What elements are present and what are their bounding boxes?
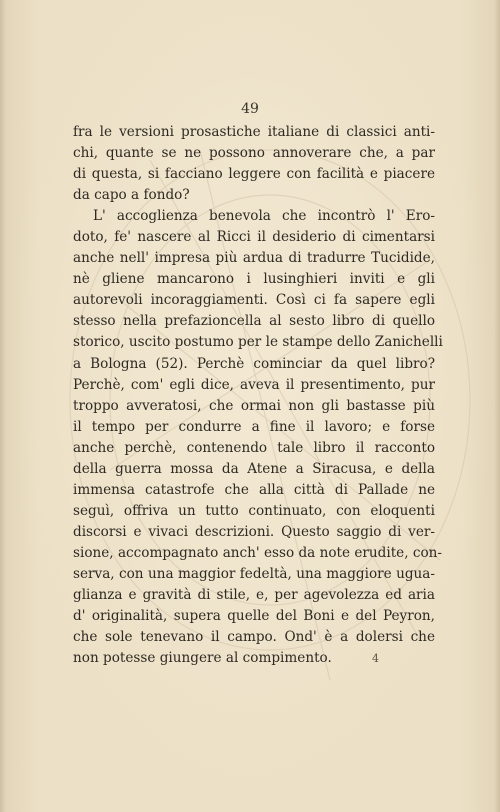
text-line: stesso nella prefazioncella al sesto libro di quello: [73, 313, 435, 330]
text-line: seguì, offriva un tutto continuato, con eloquenti: [73, 502, 435, 519]
text-line: anche perchè, contenendo tale libro il racconto: [73, 439, 435, 456]
text-line: fra le versioni prosastiche italiane di classici anti-: [73, 124, 435, 140]
signature-mark: 4: [372, 652, 379, 665]
text-line: doto, fe' nascere al Ricci il desiderio di cimentarsi: [73, 229, 435, 246]
page-edge-shadow-left: [0, 0, 6, 812]
text-line: d' originalità, supera quelle del Boni e del Peyron,: [73, 608, 435, 625]
text-line: serva, con una maggior fedeltà, una maggiore ugua-: [73, 565, 435, 582]
page-number: 49: [241, 101, 259, 117]
text-line: nè gliene mancarono i lusinghieri inviti e gli: [73, 271, 435, 288]
text-line: di questa, si facciano leggere con facilità e piacere: [73, 166, 435, 183]
text-line: discorsi e vivaci descrizioni. Questo saggio di ver-: [73, 523, 435, 540]
body-text: [73, 122, 443, 669]
paragraph-1: [73, 122, 435, 206]
text-line: da capo a fondo?: [73, 187, 190, 204]
page-edge-shadow-right: [494, 0, 500, 812]
text-line: anche nell' impresa più ardua di tradurre Tucidide,: [73, 250, 435, 267]
text-line: chi, quante se ne possono annoverare che, a par: [73, 145, 435, 162]
text-line: sione, accompagnato anch' esso da note erudite, con-: [73, 544, 443, 561]
text-line: a Bologna (52). Perchè cominciar da quel libro?: [73, 355, 435, 372]
text-line: della guerra mossa da Atene a Siracusa, e della: [73, 460, 435, 477]
text-line: storico, uscito postumo per le stampe dello Zanichelli: [73, 334, 443, 351]
text-line: il tempo per condurre a fine il lavoro; e forse: [73, 418, 435, 435]
text-line: non potesse giungere al compimento.: [73, 650, 332, 667]
text-line: che sole tenevano il campo. Ond' è a dolersi che: [73, 629, 435, 646]
text-line: troppo avveratosi, che ormai non gli bastasse più: [73, 397, 435, 414]
text-line: glianza e gravità di stile, e, per agevolezza ed aria: [73, 587, 435, 604]
text-line: L' accoglienza benevola che incontrò l' Ero-: [93, 208, 435, 225]
text-line: autorevoli incoraggiamenti. Così ci fa sapere egli: [73, 292, 435, 309]
paragraph-2: [73, 206, 443, 669]
text-line: Perchè, com' egli dice, aveva il presentimento, pur: [73, 376, 435, 393]
text-line: immensa catastrofe che alla città di Pallade ne: [73, 481, 435, 498]
